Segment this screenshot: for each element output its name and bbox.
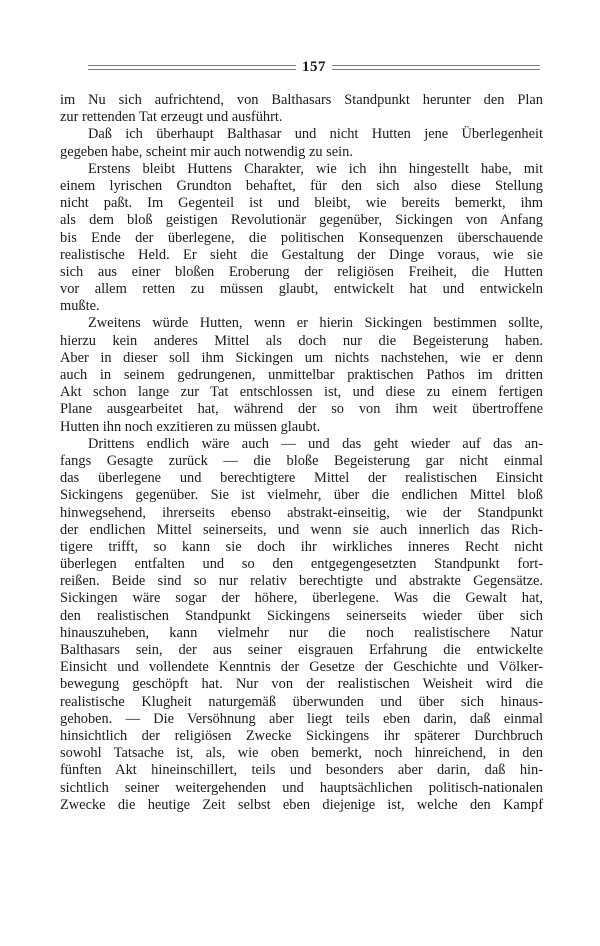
text-line: der endlichen Mittel seinerseits, und wenn sie auch innerlich das Rich- bbox=[60, 521, 543, 538]
text-line: nicht paßt. Im Gegenteil ist und bleibt, wie bereits bemerkt, ihm bbox=[60, 195, 543, 212]
text-line: gegeben habe, scheint mir auch notwendig zu sein. bbox=[60, 143, 353, 160]
text-line: Zweitens würde Hutten, wenn er hierin Sickingen bestimmen sollte, bbox=[88, 315, 543, 332]
text-line: im Nu sich aufrichtend, von Balthasars Standpunkt herunter den Plan bbox=[60, 92, 543, 108]
header-rule-left bbox=[88, 65, 296, 70]
text-line: Erstens bleibt Huttens Charakter, wie ich ihn hingestellt habe, mit bbox=[88, 160, 543, 177]
text-line: Plane ausgearbeitet hat, während der so von ihm weit übertroffene bbox=[60, 401, 543, 418]
text-line: Aber in dieser soll ihm Sickingen um nichts nachstehen, wie er denn bbox=[60, 349, 543, 366]
text-line: Sickingen wäre sogar der höhere, überlegene. Was die Gewalt hat, bbox=[60, 590, 543, 607]
text-line: realistische Held. Er sieht die Gestaltung der Dinge voraus, wie sie bbox=[60, 246, 543, 263]
text-line: hinsichtlich der religiösen Zwecke Sickingens ihr späterer Durchbruch bbox=[60, 727, 543, 744]
text-line: das überlegene und berechtigtere Mittel der realistischen Einsicht bbox=[60, 470, 543, 487]
text-line: den realistischen Standpunkt Sickingens seinerseits wieder über sich bbox=[60, 607, 543, 624]
text-line: fünften Akt hineinschillert, teils und besonders aber darin, daß hin- bbox=[60, 762, 543, 779]
text-line: als dem bloß geistigen Revolutionär gegenüber, Sickingen von Anfang bbox=[60, 212, 543, 229]
text-line: fangs Gesagte zurück — die bloße Begeisterung gar nicht einmal bbox=[60, 452, 543, 469]
text-line: vor allem retten zu müssen glaubt, entwickelt hat und entwickeln bbox=[60, 281, 543, 298]
text-line: überlegen entfalten und so den entgegengesetzten Standpunkt fort- bbox=[60, 556, 543, 573]
text-line: zur rettenden Tat erzeugt und ausführt. bbox=[60, 109, 283, 126]
text-line: bis Ende der überlegene, die politischen Konsequenzen überschauende bbox=[60, 229, 543, 246]
text-line: Akt schon lange zur Tat entschlossen ist, und diese zu einem fertigen bbox=[60, 384, 543, 401]
text-line: gehoben. — Die Versöhnung aber liegt teils eben darin, daß einmal bbox=[60, 710, 543, 727]
text-line: tigere trifft, so kann sie doch ihr wirkliches inneres Recht nicht bbox=[60, 538, 543, 555]
text-line: hinauszuheben, kann vielmehr nur die noch realistischere Natur bbox=[60, 624, 543, 641]
text-line: auch in seinem gedrungenen, unmittelbar praktischen Pathos im dritten bbox=[60, 367, 543, 383]
text-line: Daß ich überhaupt Balthasar und nicht Hutten jene Überlegenheit bbox=[88, 126, 543, 143]
text-line: Einsicht und vollendete Kenntnis der Gesetze der Geschichte und Völker- bbox=[60, 659, 543, 676]
text-line: Hutten ihn noch exzitieren zu müssen glaubt. bbox=[60, 418, 321, 435]
text-line: sich aus einer bloßen Eroberung der religiösen Freiheit, die Hutten bbox=[60, 263, 543, 280]
text-line: einem lyrischen Grundton behaftet, für den sich also diese Stellung bbox=[60, 177, 543, 194]
text-line: realistische Klugheit naturgemäß überwunden und über sich hinaus- bbox=[60, 693, 543, 710]
text-line: sichtlich seiner weitergehenden und hauptsächlichen politisch-nationalen bbox=[60, 779, 543, 796]
text-line: reißen. Beide sind so nur relativ berechtigte und abstrakte Gegensätze. bbox=[60, 573, 543, 590]
header-rule-right bbox=[332, 65, 540, 70]
text-line: Zwecke die heutige Zeit selbst eben diejenige ist, welche den Kampf bbox=[60, 796, 543, 813]
text-line: mußte. bbox=[60, 298, 100, 315]
page-number: 157 bbox=[302, 58, 326, 75]
text-line: Balthasars sein, der aus seiner eisgrauen Erfahrung die entwickelte bbox=[60, 642, 543, 658]
page-header bbox=[88, 58, 540, 76]
text-line: Sickingens gegenüber. Sie ist vielmehr, über die endlichen Mittel bloß bbox=[60, 487, 543, 504]
text-line: Drittens endlich wäre auch — und das geht wieder auf das an- bbox=[88, 435, 543, 452]
text-line: hierzu kein anderes Mittel als doch nur die Begeisterung haben. bbox=[60, 332, 543, 349]
text-line: hinwegsehend, ihrerseits ebenso abstrakt-einseitig, wie der Standpunkt bbox=[60, 504, 543, 521]
body-text bbox=[60, 92, 543, 814]
text-line: sowohl Tatsache ist, als, wie oben bemerkt, noch hinreichend, in den bbox=[60, 745, 543, 762]
text-line: bewegung geschöpft hat. Nur von der realistischen Weisheit wird die bbox=[60, 676, 543, 693]
